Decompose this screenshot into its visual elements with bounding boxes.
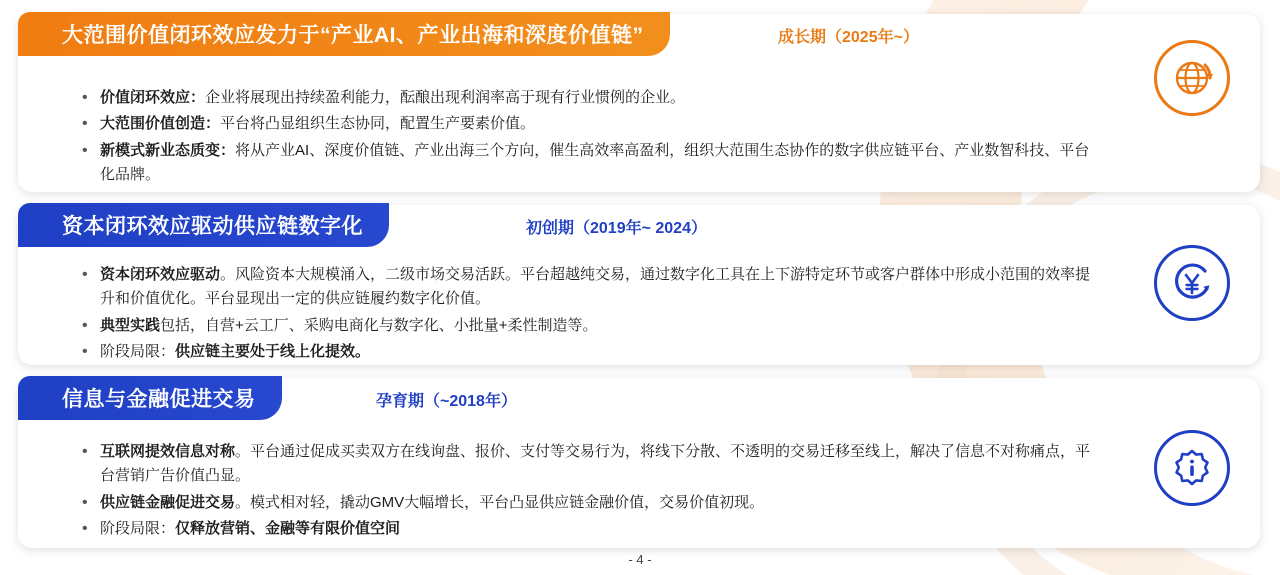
- stage-title-growth: 大范围价值闭环效应发力于“产业AI、产业出海和深度价值链”: [62, 24, 644, 47]
- stage-title-startup: 资本闭环效应驱动供应链数字化: [62, 215, 363, 238]
- stage-title-ribbon-startup: [18, 203, 389, 247]
- bullet-text: 阶段局限：: [100, 342, 176, 360]
- globe-refresh-icon: [1154, 40, 1230, 116]
- list-item: [80, 491, 1095, 515]
- list-item: [80, 139, 1095, 188]
- info-badge-icon: [1154, 430, 1230, 506]
- stage-card-incubation: [18, 378, 1260, 548]
- bullet-emphasis: 仅释放营销、金融等有限价值空间: [175, 519, 401, 537]
- bullet-lead: 新模式新业态质变：: [100, 141, 236, 159]
- stage-title-ribbon-growth: [18, 12, 670, 56]
- list-item: [80, 314, 1095, 338]
- bullet-text: 。模式相对轻，撬动GMV大幅增长，平台凸显供应链金融价值，交易价值初现。: [235, 493, 765, 511]
- bullet-emphasis: 供应链主要处于线上化提效。: [175, 342, 371, 360]
- list-item: [80, 517, 1095, 541]
- bullet-lead: 价值闭环效应：: [100, 89, 206, 106]
- bullet-text: 企业将展现出持续盈利能力，酝酿出现利润率高于现有行业惯例的企业。: [205, 89, 686, 106]
- stage-card-growth: [18, 14, 1260, 192]
- list-item: [80, 86, 1095, 110]
- stage-phase-label-incubation: 孕育期（~2018年）: [376, 393, 517, 410]
- list-item: [80, 263, 1095, 312]
- list-item: [80, 340, 1095, 364]
- bullet-text: 。风险资本大规模涌入，二级市场交易活跃。平台超越纯交易，通过数字化工具在上下游特定环节或客户群体中形成小范围的效率提升和价值优化。平台显现出一定的供应链履约数字化价值。: [100, 266, 1091, 308]
- stage-bullets-incubation: [80, 440, 1095, 543]
- bullet-lead: 典型实践: [100, 316, 161, 334]
- bullet-text: 。平台通过促成买卖双方在线询盘、报价、支付等交易行为，将线下分散、不透明的交易迁移至线上，解决了信息不对称痛点，平台营销广告价值凸显。: [100, 443, 1091, 485]
- bullet-lead: 互联网提效信息对称: [100, 443, 236, 460]
- yuan-refresh-icon: [1154, 245, 1230, 321]
- list-item: [80, 112, 1095, 136]
- stage-title-ribbon-incubation: [18, 376, 282, 420]
- stage-bullets-startup: [80, 263, 1095, 366]
- bullet-text: 包括，自营+云工厂、采购电商化与数字化、小批量+柔性制造等。: [160, 316, 598, 334]
- stage-card-startup: [18, 205, 1260, 365]
- stage-phase-label-startup: 初创期（2019年~ 2024）: [526, 220, 707, 237]
- page-number: - 4 -: [628, 552, 652, 567]
- bullet-text: 平台将凸显组织生态协同，配置生产要素价值。: [220, 115, 536, 133]
- stage-title-incubation: 信息与金融促进交易: [62, 388, 256, 411]
- stage-phase-label-growth: 成长期（2025年~）: [778, 29, 919, 46]
- bullet-lead: 大范围价值创造：: [100, 115, 221, 133]
- bullet-text: 阶段局限：: [100, 519, 176, 537]
- stage-bullets-growth: [80, 86, 1095, 189]
- bullet-lead: 供应链金融促进交易: [100, 493, 236, 511]
- list-item: [80, 440, 1095, 489]
- bullet-text: 将从产业AI、深度价值链、产业出海三个方向，催生高效率高盈利，组织大范围生态协作的数字供应链平台、产业数智科技、平台化品牌。: [100, 141, 1090, 183]
- bullet-lead: 资本闭环效应驱动: [100, 266, 221, 283]
